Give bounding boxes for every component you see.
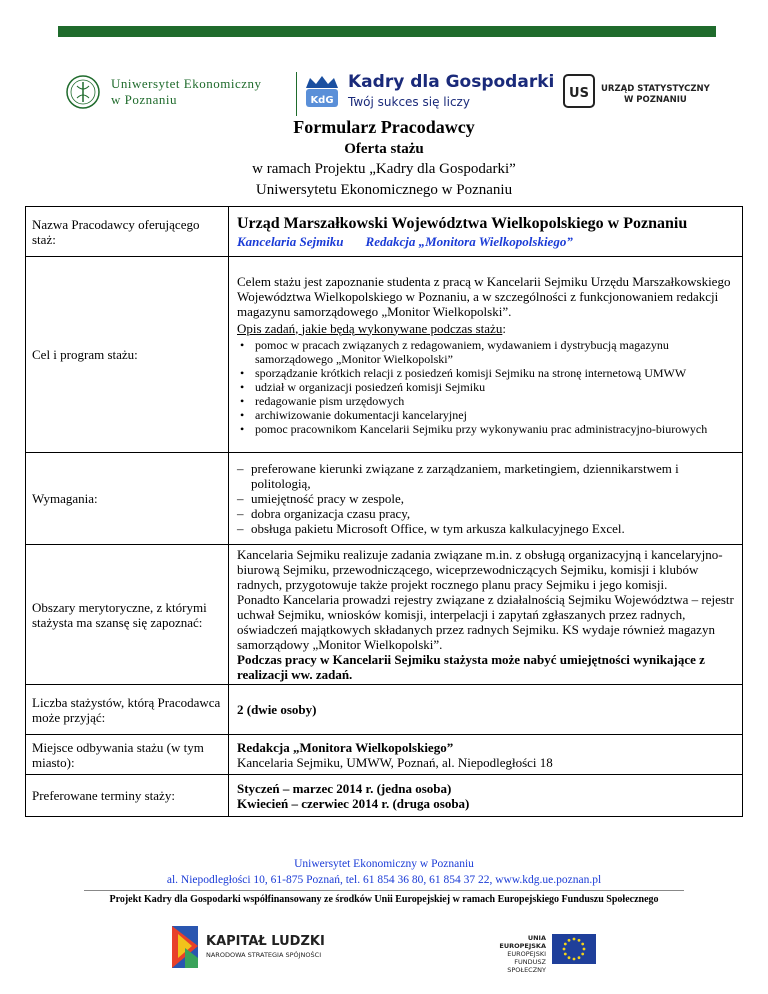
list-item: – dobra organizacja czasu pracy, bbox=[251, 506, 734, 521]
place-address: Kancelaria Sejmiku, UMWW, Poznań, al. Niepodległości 18 bbox=[237, 754, 553, 770]
list-item: • archiwizowanie dokumentacji kancelaryjnej bbox=[255, 408, 734, 422]
areas-paragraph-1: Kancelaria Sejmiku realizuje zadania związane m.in. z obsługą organizacyjną i kancelaryjno-biurową Sejmiku, przewodniczącego, wiceprzewodniczących Sejmiku, komisji i klubów radnych, przygotowuje także projekt rocznego planu pracy Sejmiku i jego komisji. bbox=[237, 547, 723, 592]
employer-cell bbox=[229, 207, 743, 257]
list-item: – preferowane kierunki związane z zarządzaniem, marketingiem, dziennikarstwem i politologią, bbox=[251, 461, 734, 491]
eu-logo bbox=[484, 934, 604, 974]
employer-label: Nazwa Pracodawcy oferującego staż: bbox=[26, 207, 229, 257]
place-cell bbox=[229, 735, 743, 775]
eu-text: UNIA EUROPEJSKA EUROPEJSKI FUNDUSZ SPOŁECZNY bbox=[499, 934, 546, 974]
row-requirements bbox=[26, 453, 743, 545]
top-green-bar bbox=[58, 26, 716, 37]
list-item: • sporządzanie krótkich relacji z posiedzeń komisji Sejmiku na stronę internetową UMWW bbox=[255, 366, 734, 380]
university-logo bbox=[65, 72, 265, 116]
list-item: • pomoc w pracach związanych z redagowaniem, wydawaniem i dystrybucją magazynu samorządowego „Monitor Wielkopolski” bbox=[255, 338, 734, 366]
tasks-list bbox=[237, 338, 734, 436]
university-name: Uniwersytet Ekonomiczny w Poznaniu bbox=[111, 76, 262, 107]
list-item: – obsługa pakietu Microsoft Office, w tym arkusza kalkulacyjnego Excel. bbox=[251, 521, 734, 536]
kdg-title: Kadry dla Gospodarki bbox=[348, 72, 555, 92]
tasks-heading: Opis zadań, jakie będą wykonywane podczas stażu bbox=[237, 320, 503, 336]
row-place bbox=[26, 735, 743, 775]
footer-university: Uniwersytet Ekonomiczny w Poznaniu bbox=[294, 858, 474, 870]
areas-paragraph-2: Ponadto Kancelaria prowadzi rejestry związane z działalnością Sejmiku Województwa – rejestr uchwał Sejmiku, wniosków komisji, interpelacji i zapytań zgłaszanych przez radnych, oświadczeń majątkowych składanych przez radnych Sejmiku. KS wydaje również magazyn samorządowy „Monitor Wielkopolski”. bbox=[237, 592, 734, 652]
kdg-logo bbox=[300, 72, 560, 116]
kapital-ludzki-icon bbox=[170, 924, 200, 970]
form-title: Formularz Pracodawcy bbox=[293, 117, 475, 137]
count-value: 2 (dwie osoby) bbox=[229, 685, 743, 735]
unit-redakcja: Redakcja „Monitora Wielkopolskiego” bbox=[365, 234, 573, 249]
employer-units bbox=[237, 234, 734, 249]
eu-flag-icon bbox=[552, 934, 596, 964]
us-emblem-icon bbox=[563, 74, 595, 108]
list-item: • redagowanie pism urzędowych bbox=[255, 394, 734, 408]
goal-text: Celem stażu jest zapoznanie studenta z pracą w Kancelarii Sejmiku Urzędu Marszałkowskiego Województwa Wielkopolskiego w Poznaniu, a w szczególności z funkcjonowaniem redakcji magazynu samorządowego „Monitor Wielkopolski”. bbox=[237, 273, 731, 319]
goal-cell bbox=[229, 257, 743, 453]
header-logos bbox=[0, 72, 768, 116]
row-count bbox=[26, 685, 743, 735]
terms-label: Preferowane terminy staży: bbox=[26, 775, 229, 817]
areas-label: Obszary merytoryczne, z którymi stażysta ma szansę się zapoznać: bbox=[26, 545, 229, 685]
tasks-heading-line: Opis zadań, jakie będą wykonywane podczas stażu: bbox=[237, 320, 506, 336]
row-goal bbox=[26, 257, 743, 453]
university-seal-icon bbox=[65, 74, 101, 110]
footer-divider bbox=[84, 890, 684, 891]
requirements-label: Wymagania: bbox=[26, 453, 229, 545]
count-label: Liczba stażystów, którą Pracodawca może przyjąć: bbox=[26, 685, 229, 735]
svg-text:KdG: KdG bbox=[310, 95, 334, 106]
list-item: • udział w organizacji posiedzeń komisji Sejmiku bbox=[255, 380, 734, 394]
term-2: Kwiecień – czerwiec 2014 r. (druga osoba) bbox=[237, 795, 470, 811]
areas-paragraph-3: Podczas pracy w Kancelarii Sejmiku stażysta może nabyć umiejętności wynikające z realizacji ww. zadań. bbox=[237, 652, 705, 682]
offer-form-table bbox=[25, 206, 743, 817]
footer-address: al. Niepodległości 10, 61-875 Poznań, tel. 61 854 36 80, 61 854 37 22, www.kdg.ue.poznan.pl bbox=[166, 874, 602, 886]
term-1: Styczeń – marzec 2014 r. (jedna osoba) bbox=[237, 780, 452, 796]
form-project-line: w ramach Projektu „Kadry dla Gospodarki” bbox=[252, 161, 516, 177]
svg-text:US: US bbox=[569, 86, 589, 101]
requirements-cell bbox=[229, 453, 743, 545]
row-areas bbox=[26, 545, 743, 685]
unit-kancelaria: Kancelaria Sejmiku bbox=[237, 234, 344, 249]
list-item: – umiejętność pracy w zespole, bbox=[251, 491, 734, 506]
kapital-ludzki-subtitle: NARODOWA STRATEGIA SPÓJNOŚCI bbox=[206, 951, 322, 959]
kdg-slogan: Twój sukces się liczy bbox=[348, 95, 470, 109]
place-label: Miejsce odbywania stażu (w tym miasto): bbox=[26, 735, 229, 775]
kapital-ludzki-title: KAPITAŁ LUDZKI bbox=[206, 934, 325, 949]
kdg-emblem-icon bbox=[302, 74, 342, 112]
kapital-ludzki-logo bbox=[170, 924, 360, 974]
form-subtitle: Oferta stażu bbox=[344, 141, 424, 157]
footer-funding: Projekt Kadry dla Gospodarki współfinansowany ze środków Unii Europejskiej w ramach Europejskiego Funduszu Społecznego bbox=[109, 894, 659, 905]
divider bbox=[296, 72, 297, 116]
terms-cell bbox=[229, 775, 743, 817]
employer-name: Urząd Marszałkowski Województwa Wielkopolskiego w Poznaniu bbox=[237, 215, 688, 232]
list-item: • pomoc pracownikom Kancelarii Sejmiku przy wykonywaniu prac administracyjno-biurowych bbox=[255, 422, 734, 436]
place-name: Redakcja „Monitora Wielkopolskiego” bbox=[237, 739, 454, 755]
row-employer bbox=[26, 207, 743, 257]
requirements-list bbox=[237, 461, 734, 536]
areas-cell bbox=[229, 545, 743, 685]
form-university-line: Uniwersytetu Ekonomicznego w Poznaniu bbox=[255, 182, 513, 198]
statistical-office-logo bbox=[563, 74, 723, 114]
row-terms bbox=[26, 775, 743, 817]
goal-label: Cel i program stażu: bbox=[26, 257, 229, 453]
us-name: URZĄD STATYSTYCZNY W POZNANIU bbox=[601, 84, 710, 105]
